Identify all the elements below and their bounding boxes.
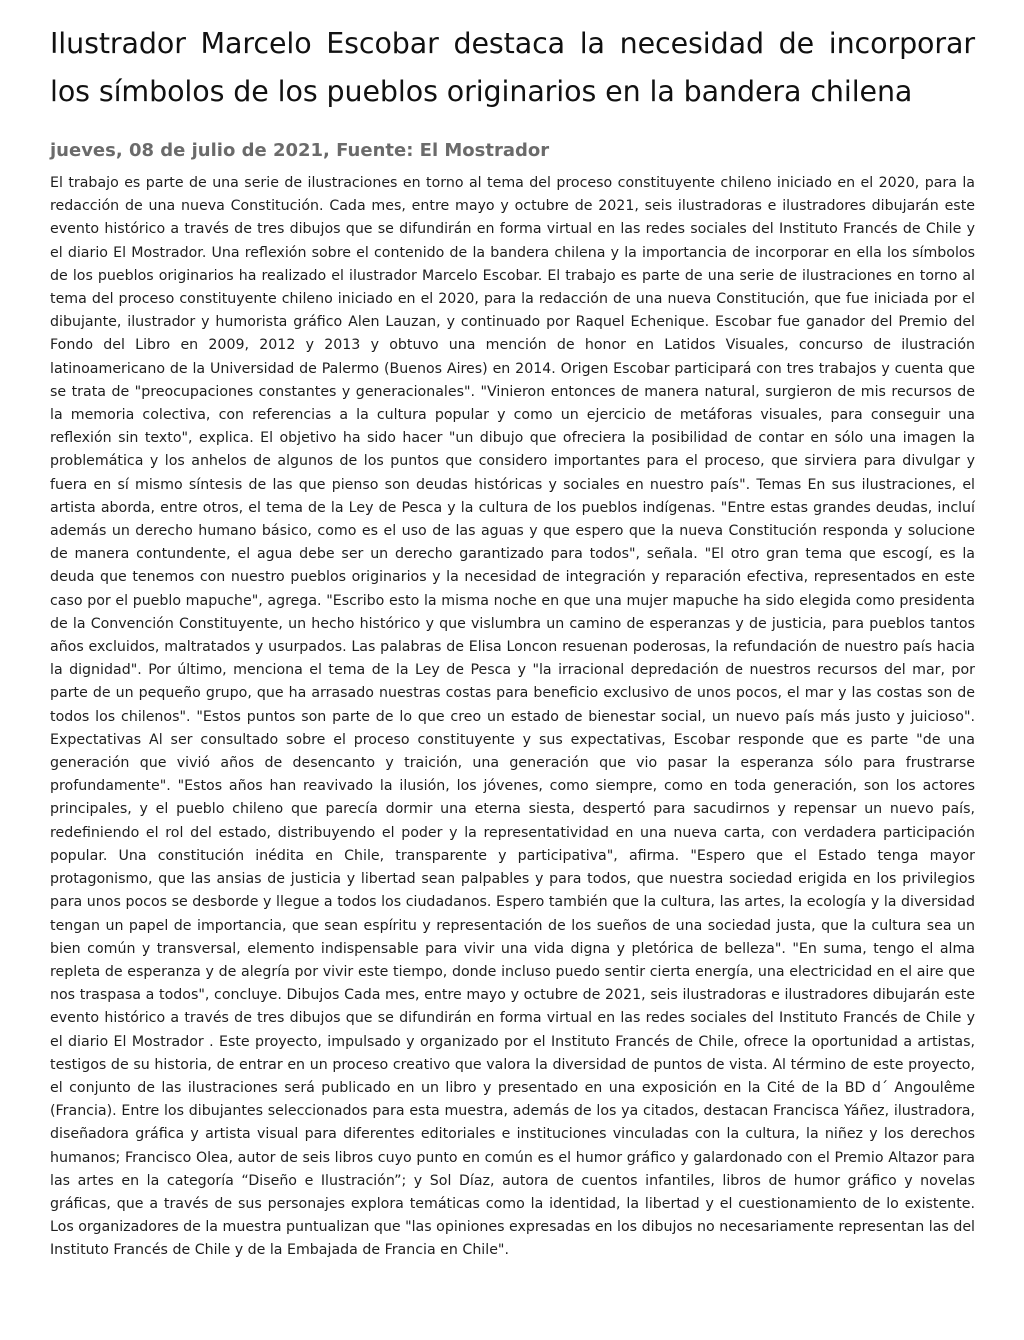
article bbox=[50, 20, 975, 1263]
article-body: El trabajo es parte de una serie de ilustraciones en torno al tema del proceso constituyente chileno iniciado en el 2020, para la redacción de una nueva Constitución. Cada mes, entre mayo y octubre de 2021, seis ilustradoras e ilustradores dibujarán este evento histórico a través de tres dibujos que se difundirán en forma virtual en las redes sociales del Instituto Francés de Chile y el diario El Mostrador. Una reflexión sobre el contenido de la bandera chilena y la importancia de incorporar en ella los símbolos de los pueblos originarios ha realizado el ilustrador Marcelo Escobar. El trabajo es parte de una serie de ilustraciones en torno al tema del proceso constituyente chileno iniciado en el 2020, para la redacción de una nueva Constitución, que fue iniciada por el dibujante, ilustrador y humorista gráfico Alen Lauzan, y continuado por Raquel Echenique. Escobar fue ganador del Premio del Fondo del Libro en 2009, 2012 y 2013 y obtuvo una mención de honor en Latidos Visuales, concurso de ilustración latinoamericano de la Universidad de Palermo (Buenos Aires) en 2014. Origen Escobar participará con tres trabajos y cuenta que se trata de "preocupaciones constantes y generacionales". "Vinieron entonces de manera natural, surgieron de mis recursos de la memoria colectiva, con referencias a la cultura popular y como un ejercicio de metáforas visuales, para conseguir una reflexión sin texto", explica. El objetivo ha sido hacer "un dibujo que ofreciera la posibilidad de contar en sólo una imagen la problemática y los anhelos de algunos de los puntos que considero importantes para el proceso, que sirviera para divulgar y fuera en sí mismo síntesis de las que pienso son deudas históricas y sociales en nuestro país". Temas En sus ilustraciones, el artista aborda, entre otros, el tema de la Ley de Pesca y la cultura de los pueblos indígenas. "Entre estas grandes deudas, incluí además un derecho humano básico, como es el uso de las aguas y que espero que la nueva Constitución responda y solucione de manera contundente, el agua debe ser un derecho garantizado para todos", señala. "El otro gran tema que escogí, es la deuda que tenemos con nuestro pueblos originarios y la necesidad de integración y reparación efectiva, representados en este caso por el pueblo mapuche", agrega. "Escribo esto la misma noche en que una mujer mapuche ha sido elegida como presidenta de la Convención Constituyente, un hecho histórico y que vislumbra un camino de esperanzas y de justicia, para pueblos tantos años excluidos, maltratados y usurpados. Las palabras de Elisa Loncon resuenan poderosas, la refundación de nuestro país hacia la dignidad". Por último, menciona el tema de la Ley de Pesca y "la irracional depredación de nuestros recursos del mar, por parte de un pequeño grupo, que ha arrasado nuestras costas para beneficio exclusivo de unos pocos, el mar y las costas son de todos los chilenos". "Estos puntos son parte de lo que creo un estado de bienestar social, un nuevo país más justo y juicioso". Expectativas Al ser consultado sobre el proceso constituyente y sus expectativas, Escobar responde que es parte "de una generación que vivió años de desencanto y traición, una generación que vio pasar la esperanza sólo para frustrarse profundamente". "Estos años han reavivado la ilusión, los jóvenes, como siempre, como en toda generación, son los actores principales, y el pueblo chileno que parecía dormir una eterna siesta, despertó para sacudirnos y repensar un nuevo país, redefiniendo el rol del estado, distribuyendo el poder y la representatividad en una nueva carta, con verdadera participación popular. Una constitución inédita en Chile, transparente y participativa", afirma. "Espero que el Estado tenga mayor protagonismo, que las ansias de justicia y libertad sean palpables y para todos, que nuestra sociedad erigida en los privilegios para unos pocos se desborde y llegue a todos los ciudadanos. Espero también que la cultura, las artes, la ecología y la diversidad tengan un papel de importancia, que sean espíritu y representación de los sueños de una sociedad justa, que la cultura sea un bien común y transversal, elemento indispensable para vivir una vida digna y pletórica de belleza". "En suma, tengo el alma repleta de esperanza y de alegría por vivir este tiempo, donde incluso puedo sentir cierta energía, una electricidad en el aire que nos traspasa a todos", concluye. Dibujos Cada mes, entre mayo y octubre de 2021, seis ilustradoras e ilustradores dibujarán este evento histórico a través de tres dibujos que se difundirán en forma virtual en las redes sociales del Instituto Francés de Chile y el diario El Mostrador . Este proyecto, impulsado y organizado por el Instituto Francés de Chile, ofrece la oportunidad a artistas, testigos de su historia, de entrar en un proceso creativo que valora la diversidad de puntos de vista. Al término de este proyecto, el conjunto de las ilustraciones será publicado en un libro y presentado en una exposición en la Cité de la BD d´ Angoulême (Francia). Entre los dibujantes seleccionados para esta muestra, además de los ya citados, destacan Francisca Yáñez, ilustradora, diseñadora gráfica y artista visual para diferentes editoriales e instituciones vinculadas con la cultura, la niñez y los derechos humanos; Francisco Olea, autor de seis libros cuyo punto en común es el humor gráfico y galardonado con el Premio Altazor para las artes en la categoría “Diseño e Ilustración”; y Sol Díaz, autora de cuentos infantiles, libros de humor gráfico y novelas gráficas, que a través de sus personajes explora temáticas como la identidad, la libertad y el cuestionamiento de lo existente. Los organizadores de la muestra puntualizan que "las opiniones expresadas en los dibujos no necesariamente representan las del Instituto Francés de Chile y de la Embajada de Francia en Chile". bbox=[50, 175, 975, 1259]
article-title: Ilustrador Marcelo Escobar destaca la necesidad de incorporar los símbolos de los pueblos originarios en la bandera chilena bbox=[50, 27, 975, 108]
article-dateline: jueves, 08 de julio de 2021, Fuente: El Mostrador bbox=[50, 140, 550, 161]
